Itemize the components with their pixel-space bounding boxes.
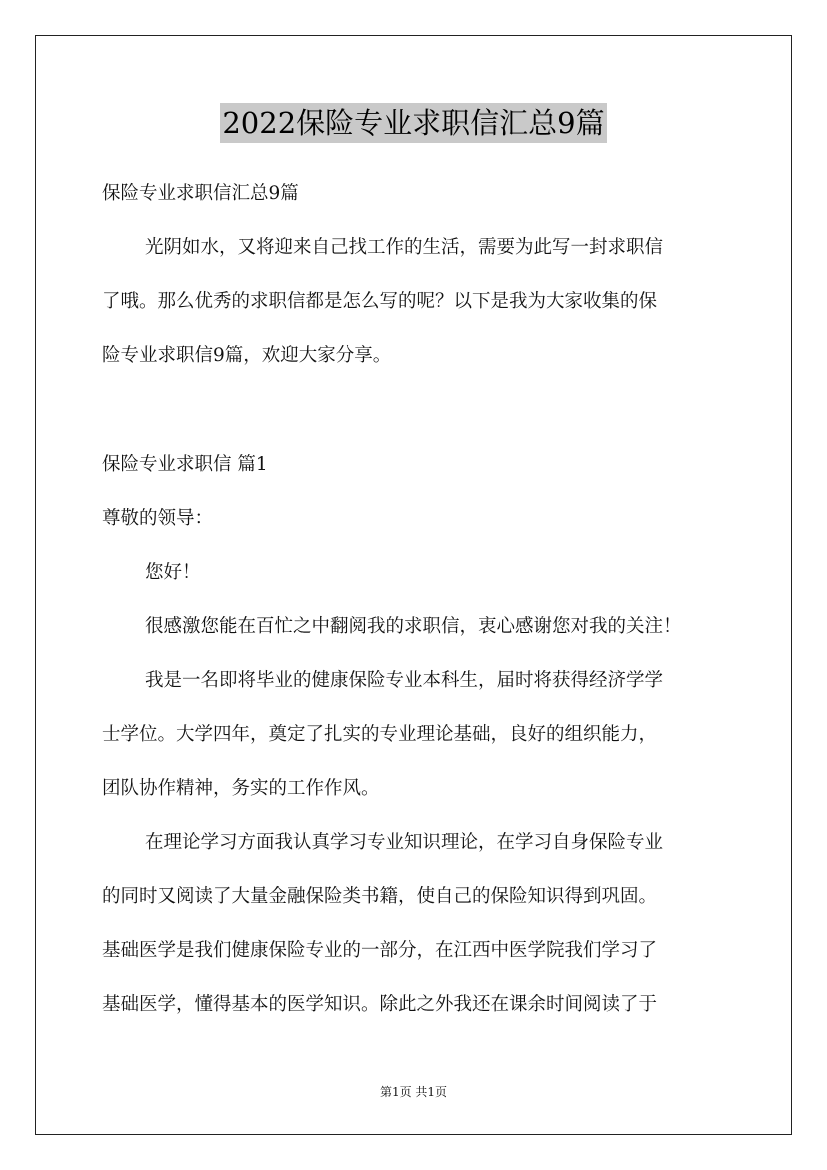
body-line-5: 在理论学习方面我认真学习专业知识理论，在学习自身保险专业 <box>145 832 664 853</box>
body-line-8: 基础医学，懂得基本的医学知识。除此之外我还在课余时间阅读了于 <box>102 994 658 1015</box>
salutation: 尊敬的领导： <box>102 508 214 529</box>
document-subtitle: 保险专业求职信汇总9篇 <box>102 183 299 204</box>
intro-line-2: 了哦。那么优秀的求职信都是怎么写的呢？以下是我为大家收集的保 <box>102 291 658 312</box>
intro-line-3: 险专业求职信9篇，欢迎大家分享。 <box>102 345 392 366</box>
body-line-3: 士学位。大学四年，奠定了扎实的专业理论基础，良好的组织能力， <box>102 724 658 745</box>
body-line-6: 的同时又阅读了大量金融保险类书籍，使自己的保险知识得到巩固。 <box>102 886 658 907</box>
body-line-7: 基础医学是我们健康保险专业的一部分，在江西中医学院我们学习了 <box>102 940 658 961</box>
body-line-1: 很感激您能在百忙之中翻阅我的求职信，衷心感谢您对我的关注！ <box>145 616 682 637</box>
title-container <box>0 103 827 143</box>
page-footer: 第1页 共1页 <box>379 1085 448 1099</box>
greeting: 您好！ <box>145 562 201 583</box>
intro-line-1: 光阴如水，又将迎来自己找工作的生活，需要为此写一封求职信 <box>145 237 664 258</box>
body-line-4: 团队协作精神，务实的工作作风。 <box>102 778 380 799</box>
body-line-2: 我是一名即将毕业的健康保险专业本科生，届时将获得经济学学 <box>145 670 664 691</box>
section-heading: 保险专业求职信 篇1 <box>102 454 268 475</box>
document-title: 2022保险专业求职信汇总9篇 <box>220 103 606 143</box>
